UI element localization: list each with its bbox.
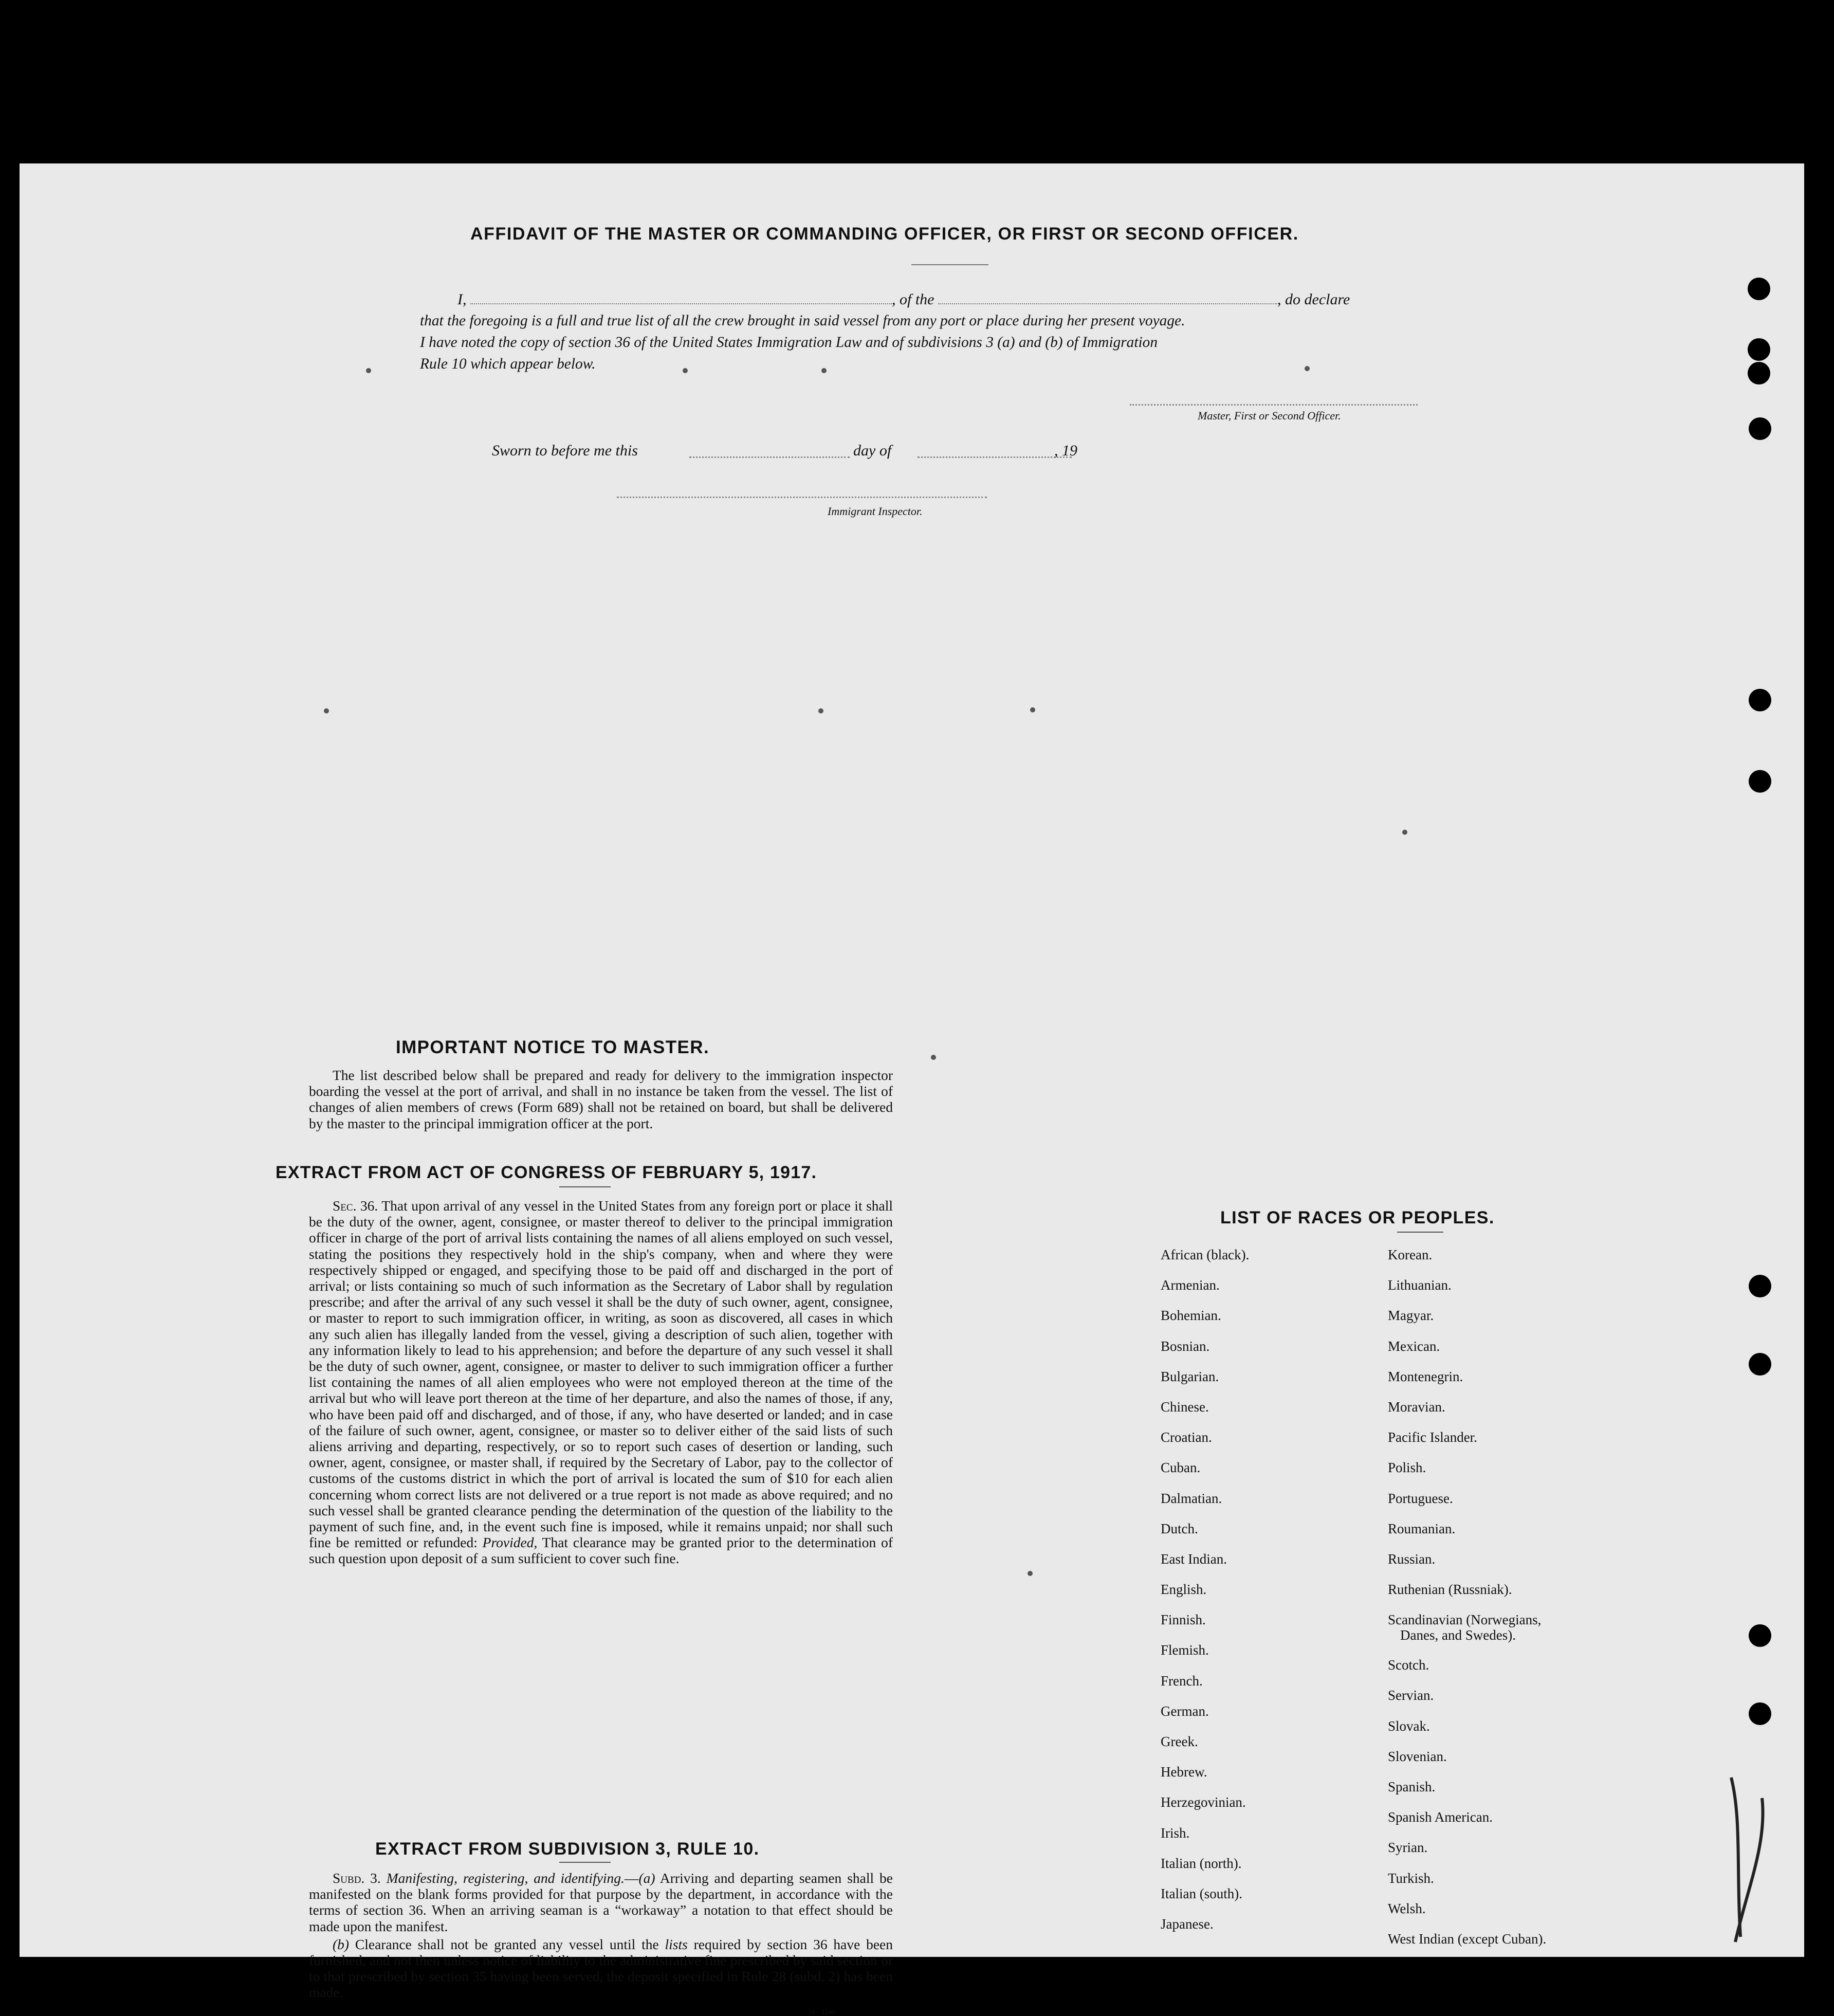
race-item: Ruthenian (Russniak). xyxy=(1388,1582,1512,1598)
speck xyxy=(324,708,329,713)
rule-para-b-lists: lists xyxy=(665,1936,688,1952)
master-name-field[interactable] xyxy=(470,303,892,304)
race-item: Scotch. xyxy=(1388,1657,1429,1673)
speck xyxy=(1028,1571,1033,1576)
act-section-text: That upon arrival of any vessel in the United States from any foreign port or place it shall be the duty of the owner, agent, consignee, or master thereof to deliver to the principal immigration officer in charge of the port of arrival lists containing the names of all aliens employed on such vessel, stating the positions they respectively hold in the ship's company, when and where they were respectively shipped or engaged, and specifying those to be paid off and discharged in the port of arrival; or lists containing so much of such information as the Secretary of Labor shall by regulation prescribe; and after the arrival of any such vessel it shall be the duty of such owner, agent, consignee, or master to report to such immigration officer, in writing, as soon as discovered, all cases in which any such alien has illegally landed from the vessel, giving a description of such alien, together with any information likely to lead to his apprehension; and before the departure of any such vessel it shall be the duty of such owner, agent, consignee, or master to deliver to such immigration officer a further list containing the names of all alien employees who were not employed thereon at the time of the arrival but who will leave port thereon at the time of her departure, and also the names of those, if any, who have been paid off and discharged, and of those, if any, who have deserted or landed; and in case of the failure of such owner, agent, consignee, or master so to deliver either of the said lists of such aliens arriving and departing, respectively, or so to report such cases of desertion or landing, such owner, agent, consignee, or master shall, if required by the Secretary of Labor, pay to the collector of customs of the customs district in which the port of arrival is located the sum of $10 for each alien concerning whom correct lists are not delivered or a true report is not made as above required; and no such vessel shall be granted clearance pending the determination of the question of the liability to the payment of such fine, and, in the event such fine is imposed, while it remains unpaid; nor shall such fine be remitted or refunded: xyxy=(309,1198,893,1551)
race-item: English. xyxy=(1161,1582,1207,1598)
sworn-prefix: Sworn to before me this xyxy=(492,442,638,459)
binder-hole xyxy=(1749,770,1771,793)
act-block xyxy=(309,1198,893,1567)
binder-hole xyxy=(1748,362,1770,384)
form-sheet xyxy=(20,163,1804,2015)
race-item-multiline xyxy=(1388,1612,1546,1657)
race-item: African (black). xyxy=(1161,1247,1250,1262)
rule-subd-heading: Manifesting, registering, and identifying. xyxy=(386,1870,625,1886)
race-item: West Indian (except Cuban). xyxy=(1388,1931,1547,1947)
race-item: Italian (south). xyxy=(1161,1885,1242,1901)
rule-para-a: Subd. 3. Manifesting, registering, and identifying.—(a) Arriving and departing seamen shall be manifested on the blank forms provided for that purpose by the department, in accordance with the terms of section 36. When an arriving seaman is a “workaway” a notation to that effect should be made upon the manifest. xyxy=(309,1870,893,1934)
notice-title: IMPORTANT NOTICE TO MASTER. xyxy=(396,1037,710,1057)
rule-para-b-label: (b) xyxy=(333,1936,350,1952)
race-item: Pacific Islander. xyxy=(1388,1429,1477,1445)
rule-para-b xyxy=(309,1936,893,2001)
binder-hole xyxy=(1749,417,1771,440)
race-item: Slovak. xyxy=(1388,1718,1430,1734)
race-item: Spanish American. xyxy=(1388,1809,1493,1825)
inspector-signature-line[interactable] xyxy=(617,497,987,498)
affidavit-i: I, xyxy=(457,291,467,308)
race-item: Bohemian. xyxy=(1161,1308,1221,1324)
binder-hole xyxy=(1749,1353,1771,1376)
race-item-line: Scandinavian (Norwegians, xyxy=(1388,1612,1542,1628)
vessel-name-field[interactable] xyxy=(938,303,1277,304)
race-item: Croatian. xyxy=(1161,1429,1212,1445)
affidavit-title: AFFIDAVIT OF THE MASTER OR COMMANDING OFFICER, OR FIRST OR SECOND OFFICER. xyxy=(470,224,1299,244)
handwritten-mark xyxy=(1711,1767,1783,1952)
binder-hole xyxy=(1749,1702,1771,1725)
speck xyxy=(821,368,827,373)
inspector-caption: Immigrant Inspector. xyxy=(828,505,923,518)
notice-block xyxy=(309,1067,893,1131)
speck xyxy=(366,368,371,373)
speck xyxy=(1305,366,1310,371)
speck xyxy=(1030,707,1035,712)
affidavit-declare: , do declare xyxy=(1277,291,1350,308)
race-item: Turkish. xyxy=(1388,1870,1434,1886)
sworn-day-of: day of xyxy=(853,442,892,459)
act-text xyxy=(309,1198,893,1567)
rule-subd-label: Subd. 3. xyxy=(333,1870,381,1886)
rule-para-a-label: (a) xyxy=(638,1870,655,1886)
race-item: Chinese. xyxy=(1161,1399,1209,1415)
race-item: Dutch. xyxy=(1161,1520,1198,1536)
races-right-column xyxy=(1388,1247,1546,1962)
speck xyxy=(931,1055,936,1060)
sworn-month-field[interactable] xyxy=(918,456,1072,458)
affidavit-line-1 xyxy=(457,291,1451,308)
race-item: Herzegovinian. xyxy=(1161,1794,1246,1810)
affidavit-line-2: that the foregoing is a full and true list of all the crew brought in said vessel from any port or place during her present voyage. xyxy=(420,313,1185,329)
race-item: Montenegrin. xyxy=(1388,1368,1463,1384)
rule-title-rule xyxy=(559,1862,611,1863)
affidavit-line-4: Rule 10 which appear below. xyxy=(420,356,596,372)
act-section-text-end: That clearance may be granted prior to the determination of such question upon deposit of a sum sufficient to cover such fine. xyxy=(309,1534,893,1567)
race-item: Portuguese. xyxy=(1388,1490,1453,1506)
master-signature-line[interactable] xyxy=(1130,404,1418,406)
race-item: Spanish. xyxy=(1388,1779,1436,1794)
race-item: Bulgarian. xyxy=(1161,1368,1219,1384)
race-item: Magyar. xyxy=(1388,1308,1434,1324)
act-title-rule xyxy=(559,1186,611,1187)
binder-hole xyxy=(1749,1624,1771,1647)
act-provided: Provided, xyxy=(482,1534,538,1551)
rule-para-a-text: Arriving and departing seamen shall be manifested on the blank forms provided for that purpose by the department, in accordance with the terms of section 36. When an arriving seaman is a “workaway” a notation to that effect should be made upon the manifest. xyxy=(309,1870,893,1934)
race-item: Welsh. xyxy=(1388,1900,1426,1916)
race-item: Syrian. xyxy=(1388,1840,1428,1856)
title-rule xyxy=(911,264,988,265)
races-title: LIST OF RACES OR PEOPLES. xyxy=(1220,1208,1495,1227)
rule-para-b-text-2: required by section 36 have been furnished, and not then unless notice of liability to the administrative fine prescribed by said section or to that prescribed by section 35 having been served, the deposit specified in Rule 28 (subd. 2) has been made. xyxy=(309,1936,893,2001)
sworn-year: , 19 xyxy=(1054,442,1077,459)
speck xyxy=(683,368,688,373)
binder-hole xyxy=(1748,338,1770,361)
races-left-column xyxy=(1161,1247,1249,1947)
race-item: Flemish. xyxy=(1161,1642,1209,1658)
race-item: Polish. xyxy=(1388,1460,1426,1476)
race-item: Lithuanian. xyxy=(1388,1277,1452,1293)
race-item: German. xyxy=(1161,1703,1209,1719)
races-title-rule xyxy=(1397,1232,1443,1233)
race-item: Dalmatian. xyxy=(1161,1490,1222,1506)
affidavit-of-the: , of the xyxy=(892,291,934,308)
race-item-line: Danes, and Swedes). xyxy=(1400,1627,1516,1643)
speck xyxy=(1402,830,1407,835)
binder-hole xyxy=(1748,278,1770,300)
binder-hole xyxy=(1749,1275,1771,1297)
act-title: EXTRACT FROM ACT OF CONGRESS OF FEBRUARY 5, 1917. xyxy=(276,1163,817,1182)
rule-title: EXTRACT FROM SUBDIVISION 3, RULE 10. xyxy=(375,1839,760,1859)
race-item: Korean. xyxy=(1388,1247,1433,1262)
sworn-date-field[interactable] xyxy=(689,456,850,458)
race-item: Italian (north). xyxy=(1161,1855,1242,1871)
race-item: Russian. xyxy=(1388,1551,1436,1567)
form-number: 14—1240 xyxy=(808,2008,835,2015)
race-item: Hebrew. xyxy=(1161,1764,1207,1780)
notice-text: The list described below shall be prepared and ready for delivery to the immigration inspector boarding the vessel at the port of arrival, and shall in no instance be taken from the vessel. The list of changes of alien members of crews (Form 689) shall not be retained on board, but shall be delivered by the master to the principal immigration officer at the port. xyxy=(309,1067,893,1131)
speck xyxy=(818,708,823,713)
rule-para-b-text-1: Clearance shall not be granted any vessel until the xyxy=(355,1936,659,1952)
race-item: Greek. xyxy=(1161,1734,1198,1749)
affidavit-line-3: I have noted the copy of section 36 of the United States Immigration Law and of subdivisions 3 (a) and (b) of Immigration xyxy=(420,334,1158,351)
race-item: Irish. xyxy=(1161,1825,1190,1841)
race-item: East Indian. xyxy=(1161,1551,1227,1567)
rule-block xyxy=(309,1870,893,2001)
act-section-label: Sec. 36. xyxy=(333,1198,378,1214)
race-item: Moravian. xyxy=(1388,1399,1445,1415)
race-item: Cuban. xyxy=(1161,1460,1201,1476)
binder-hole xyxy=(1749,689,1771,711)
race-item: Roumanian. xyxy=(1388,1520,1456,1536)
race-item: Bosnian. xyxy=(1161,1338,1210,1354)
race-item: Mexican. xyxy=(1388,1338,1440,1354)
race-item: Armenian. xyxy=(1161,1277,1220,1293)
race-item: Servian. xyxy=(1388,1688,1434,1703)
race-item: Japanese. xyxy=(1161,1916,1214,1932)
master-signature-caption: Master, First or Second Officer. xyxy=(1198,409,1341,422)
race-item: Finnish. xyxy=(1161,1612,1206,1628)
race-item: Slovenian. xyxy=(1388,1748,1447,1764)
race-item: French. xyxy=(1161,1673,1203,1689)
